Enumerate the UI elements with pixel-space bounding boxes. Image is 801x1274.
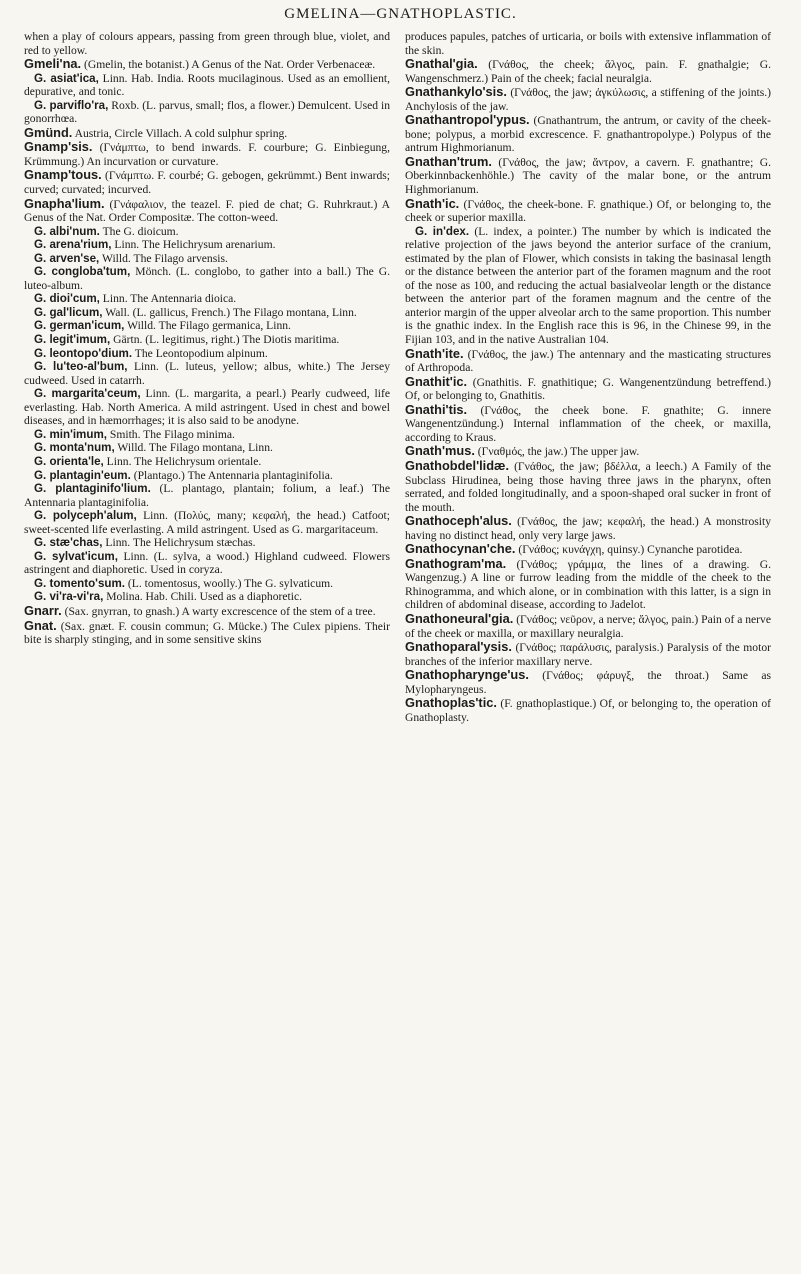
entry-definition: (Γνάθος, the jaw; βδέλλα, a leech.) A Family of the Subclass Hirudinea, being those having three jaws in the pharynx, often serrated, and folded longitudinally, and a spoon-shaped oral sucker in front of the mouth.	[405, 459, 771, 514]
dictionary-entry	[24, 590, 390, 604]
entry-headword: G. arena'rium,	[34, 238, 112, 252]
entry-definition: (Γνάθος, the cheek bone. F. gnathite; G. innere Wangenentzündung.) Internal inflammation of the cheek, or maxilla, according to Kraus.	[405, 403, 771, 444]
dictionary-entry	[405, 612, 771, 640]
entry-definition: (Γνάθος, the cheek-bone. F. gnathique.) Of, or belonging to, the cheek or superior maxilla.	[405, 197, 771, 225]
entry-headword: Gnathoplas'tic.	[405, 695, 497, 711]
entry-definition: (Gmelin, the botanist.) A Genus of the Nat. Order Verbenaceæ.	[84, 58, 376, 72]
entry-definition: Linn. (L. luteus, yellow; albus, white.) The Jersey cudweed. Used in catarrh.	[24, 360, 390, 387]
entry-headword: Gnathobdel'lidæ.	[405, 457, 509, 473]
entry-definition: (Γνάθος, the jaw; κεφαλή, the head.) A monstrosity having no distinct head, only very large jaws.	[405, 515, 771, 542]
dictionary-entry	[24, 360, 390, 387]
entry-definition: Willd. The Filago germanica, Linn.	[127, 319, 291, 333]
entry-headword: G. asiat'ica,	[34, 71, 99, 85]
dictionary-entry	[24, 319, 390, 333]
dictionary-entry	[24, 469, 390, 483]
entry-headword: Gnapha'lium.	[24, 195, 105, 211]
entry-headword: Gnathopharynge'us.	[405, 667, 529, 683]
entry-headword: G. arven'se,	[34, 251, 100, 265]
dictionary-entry	[24, 604, 390, 619]
entry-definition: Wall. (L. gallicus, French.) The Filago montana, Linn.	[105, 305, 357, 319]
dictionary-entry	[24, 482, 390, 509]
entry-headword: G. albi'num.	[34, 224, 100, 238]
dictionary-entry	[405, 444, 771, 459]
entry-definition: (L. plantago, plantain; folium, a leaf.) The Antennaria plantaginifolia.	[24, 482, 391, 509]
entry-headword: Gnathoneural'gia.	[405, 610, 514, 626]
entry-headword: Gnathan'trum.	[405, 153, 492, 169]
dictionary-entry	[405, 225, 771, 347]
entry-definition: (Gnathitis. F. gnathitique; G. Wangenentzündung betreffend.) Of, or belonging to, Gnathitis.	[405, 375, 771, 403]
entry-headword: G. sylvat'icum,	[34, 549, 118, 563]
entry-definition: Linn. The Helichrysum orientale.	[106, 454, 262, 468]
dictionary-entry	[24, 577, 390, 591]
entry-headword: Gnathogram'ma.	[405, 555, 507, 571]
dictionary-entry	[24, 441, 390, 455]
entry-definition: Linn. The Antennaria dioica.	[102, 292, 237, 306]
entry-headword: G. plantagin'eum.	[34, 468, 131, 482]
entry-headword: Gnathal'gia.	[405, 56, 478, 72]
dictionary-entry	[24, 72, 390, 99]
dictionary-entry	[24, 550, 390, 577]
entry-headword: Gnath'ite.	[405, 345, 464, 361]
entry-definition: Linn. (Πολύς, many; κεφαλή, the head.) Catfoot; sweet-scented life everlasting. A mild astringent. Used as G. margaritaceum.	[24, 509, 390, 536]
entry-headword: Gnath'mus.	[405, 443, 475, 459]
dictionary-entry	[405, 347, 771, 375]
entry-definition: (Γνάθος, the jaw; ἀγκύλωσις, a stiffening of the joints.) Anchylosis of the jaw.	[405, 86, 771, 113]
entry-definition: (F. gnathoplastique.) Of, or belonging to, the operation of Gnathoplasty.	[405, 697, 771, 724]
entry-definition: (Plantago.) The Antennaria plantaginifolia.	[133, 468, 333, 482]
entry-headword: G. gal'licum,	[34, 305, 103, 319]
entry-definition: (Γνάμπτω, to bend inwards. F. courbure; G. Einbiegung, Krümmung.) An incurvation or curvature.	[24, 141, 390, 168]
entry-headword: Gnathit'ic.	[405, 373, 468, 389]
entry-definition: Willd. The Filago montana, Linn.	[117, 441, 273, 455]
entry-definition: when a play of colours appears, passing from green through blue, violet, and red to yellow.	[24, 30, 390, 57]
entry-headword: Gnathi'tis.	[405, 401, 468, 417]
entry-definition: The G. dioicum.	[102, 224, 179, 238]
dictionary-entry	[24, 225, 390, 239]
entry-definition: (L. index, a pointer.) The number by which is indicated the relative projection of the jaws beyond the anterior surface of the cranium, estimated by the plan of Flower, which consists in taking the basinasal length or the distance between the anterior part of the foramen magnum and the root of the nose as 100, and reducing the actual basialveolar length or the distance between the anterior part of the foramen magnum and the centre of the anterior margin of the upper alveolar arch to the same proportion. This number is the gnathic index. In the English race this is 96, in the Chinese 99, in the Fijian 103, and in the native Australian 104.	[405, 224, 771, 347]
entry-headword: Gmünd.	[24, 124, 73, 140]
dictionary-entry	[405, 375, 771, 403]
entry-definition: (Γνάθος, the jaw.) The antennary and the masticating structures of Arthropoda.	[405, 347, 771, 375]
dictionary-entry	[405, 85, 771, 113]
entry-definition: Linn. (L. sylva, a wood.) Highland cudweed. Flowers astringent and diaphoretic. Used in coryza.	[24, 549, 391, 577]
dictionary-entry	[24, 619, 390, 647]
entry-definition: (Γνάθος, the cheek; ἄλγος, pain. F. gnathalgie; G. Wangenschmerz.) Pain of the cheek; facial neuralgia.	[405, 58, 771, 85]
dictionary-entry	[405, 57, 771, 85]
entry-definition: (Γνάθος, the jaw; ἄντρον, a cavern. F. gnathantre; G. Oberkinnbackenhöhle.) The cavity of the malar bone, or the antrum Highmorianum.	[405, 155, 771, 197]
running-head: GMELINA—GNATHOPLASTIC.	[284, 6, 517, 22]
entry-definition: Linn. Hab. India. Roots mucilaginous. Used as an emollient, depurative, and tonic.	[24, 71, 390, 99]
entry-definition: (Sax. gnyrran, to gnash.) A warty excrescence of the stem of a tree.	[64, 604, 376, 618]
dictionary-entry	[24, 333, 390, 347]
entry-headword: G. polyceph'alum,	[34, 509, 137, 523]
left-column	[24, 30, 390, 647]
entry-headword: G. legit'imum,	[34, 333, 111, 347]
dictionary-entry	[405, 197, 771, 225]
dictionary-entry	[24, 292, 390, 306]
dictionary-entry	[405, 557, 771, 612]
entry-definition: Molina. Hab. Chili. Used as a diaphoretic.	[106, 590, 302, 604]
entry-headword: Gnathocynan'che.	[405, 541, 516, 557]
entry-headword: Gnathantropol'ypus.	[405, 112, 530, 128]
entry-headword: G. stæ'chas,	[34, 536, 103, 550]
entry-definition: Gärtn. (L. legitimus, right.) The Diotis maritima.	[113, 333, 340, 347]
entry-headword: G. german'icum,	[34, 319, 125, 333]
entry-headword: Gnathoparal'ysis.	[405, 639, 512, 655]
entry-headword: G. dioi'cum,	[34, 292, 100, 306]
entry-headword: Gmeli'na.	[24, 56, 82, 72]
entry-definition: Linn. The Helichrysum arenarium.	[114, 238, 276, 252]
dictionary-entry	[24, 126, 390, 141]
entry-definition: (Γνάμπτω. F. courbé; G. gebogen, gekrümmt.) Bent inwards; curved; curvated; incurved.	[24, 169, 390, 197]
entry-definition: (Γνάθος; κυνάγχη, quinsy.) Cynanche parotidea.	[518, 543, 743, 557]
dictionary-entry	[24, 265, 390, 292]
dictionary-entry	[405, 113, 771, 155]
dictionary-entry	[24, 455, 390, 469]
entry-definition: Mönch. (L. conglobo, to gather into a ball.) The G. luteo-album.	[24, 265, 390, 292]
entry-headword: Gnathankylo'sis.	[405, 84, 507, 100]
entry-definition: (Sax. gnæt. F. cousin commun; G. Mücke.) The Culex pipiens. Their bite is sharply stinging, and in some sensitive skins	[24, 619, 390, 647]
dictionary-entry	[405, 155, 771, 197]
entry-definition: (Γνάθος; νεῦρον, a nerve; ἄλγος, pain.) Pain of a nerve of the cheek or maxilla, or maxillary neuralgia.	[405, 612, 771, 640]
entry-definition: (Γνάφαλιον, the teazel. F. pied de chat; G. Ruhrkraut.) A Genus of the Nat. Order Compositæ. The cotton-weed.	[24, 197, 391, 225]
dictionary-entry	[24, 428, 390, 442]
dictionary-entry	[405, 30, 771, 57]
entry-headword: Gnathoceph'alus.	[405, 513, 512, 529]
entry-headword: G. leontopo'dium.	[34, 346, 133, 360]
dictionary-entry	[24, 252, 390, 266]
right-column	[405, 30, 771, 724]
dictionary-entry	[24, 536, 390, 550]
entry-definition: produces papules, patches of urticaria, or boils with extensive inflammation of the skin.	[405, 30, 771, 57]
entry-definition: Roxb. (L. parvus, small; flos, a flower.) Demulcent. Used in gonorrhœa.	[24, 98, 390, 126]
entry-definition: Austria, Circle Villach. A cold sulphur spring.	[74, 126, 288, 140]
entry-headword: Gnarr.	[24, 602, 62, 618]
entry-definition: The Leontopodium alpinum.	[134, 346, 268, 360]
dictionary-entry	[24, 238, 390, 252]
dictionary-entry	[24, 99, 390, 126]
entry-headword: G. parviflo'ra,	[34, 98, 109, 112]
dictionary-entry	[24, 140, 390, 168]
dictionary-entry	[24, 197, 390, 225]
entry-headword: Gnamp'sis.	[24, 139, 93, 155]
entry-headword: G. conglobа'tum,	[34, 265, 131, 279]
entry-headword: G. plantaginifo'lium.	[34, 482, 151, 496]
dictionary-entry	[405, 542, 771, 557]
entry-definition: (Γνάθος; φάρυγξ, the throat.) Same as Mylopharyngeus.	[405, 669, 771, 696]
dictionary-entry	[405, 640, 771, 668]
entry-headword: Gnamp'tous.	[24, 167, 102, 183]
entry-headword: G. orienta'le,	[34, 454, 104, 468]
dictionary-entry	[405, 514, 771, 542]
entry-headword: G. vi'ra-vi'ra,	[34, 590, 104, 604]
entry-definition: Willd. The Filago arvensis.	[101, 251, 228, 265]
dictionary-entry	[24, 387, 390, 428]
entry-definition: (Γναθμός, the jaw.) The upper jaw.	[477, 445, 640, 459]
entry-definition: (Gnathantrum, the antrum, or cavity of the cheek-bone; polypus, a morbid excrescence. F. gnathantropolype.) Polypus of the antrum Highmorianum.	[405, 114, 771, 155]
dictionary-entry	[24, 168, 390, 196]
entry-definition: (Γνάθος; γράμμα, the lines of a drawing. G. Wangenzug.) A line or furrow leading from the middle of the cheek to the Rhinogramma, and which alone, or in combination with this latter, is a sign in children of abdominal disease, according to Jadelot.	[405, 557, 771, 612]
entry-headword: G. tomento'sum.	[34, 576, 126, 590]
entry-definition: (L. tomentosus, woolly.) The G. sylvaticum.	[127, 576, 334, 590]
dictionary-entry	[24, 347, 390, 361]
entry-headword: G. margarita'ceum,	[34, 387, 141, 401]
entry-definition: Linn. The Helichrysum stæchas.	[105, 536, 256, 550]
dictionary-entry	[24, 509, 390, 536]
entry-headword: G. min'imum,	[34, 427, 107, 441]
entry-headword: Gnat.	[24, 617, 57, 633]
entry-definition: Linn. (L. margarita, a pearl.) Pearly cudweed, life everlasting. Hab. North America. A mild astringent. Used in chest and bowel diseases, and in hæmorrhages; it is also said to be anodyne.	[24, 387, 390, 428]
entry-definition: Smith. The Filago minima.	[109, 427, 235, 441]
dictionary-entry	[24, 57, 390, 72]
dictionary-entry	[405, 459, 771, 514]
dictionary-entry	[405, 403, 771, 445]
entry-headword: Gnath'ic.	[405, 195, 460, 211]
dictionary-entry	[24, 306, 390, 320]
dictionary-entry	[24, 30, 390, 57]
entry-definition: (Γνάθος; παράλυσις, paralysis.) Paralysis of the motor branches of the inferior maxillary nerve.	[405, 641, 771, 668]
dictionary-entry	[405, 696, 771, 724]
entry-headword: G. lu'teo-al'bum,	[34, 360, 128, 374]
dictionary-entry	[405, 668, 771, 696]
entry-headword: G. monta'num,	[34, 441, 115, 455]
entry-headword: G. in'dex.	[415, 224, 470, 238]
